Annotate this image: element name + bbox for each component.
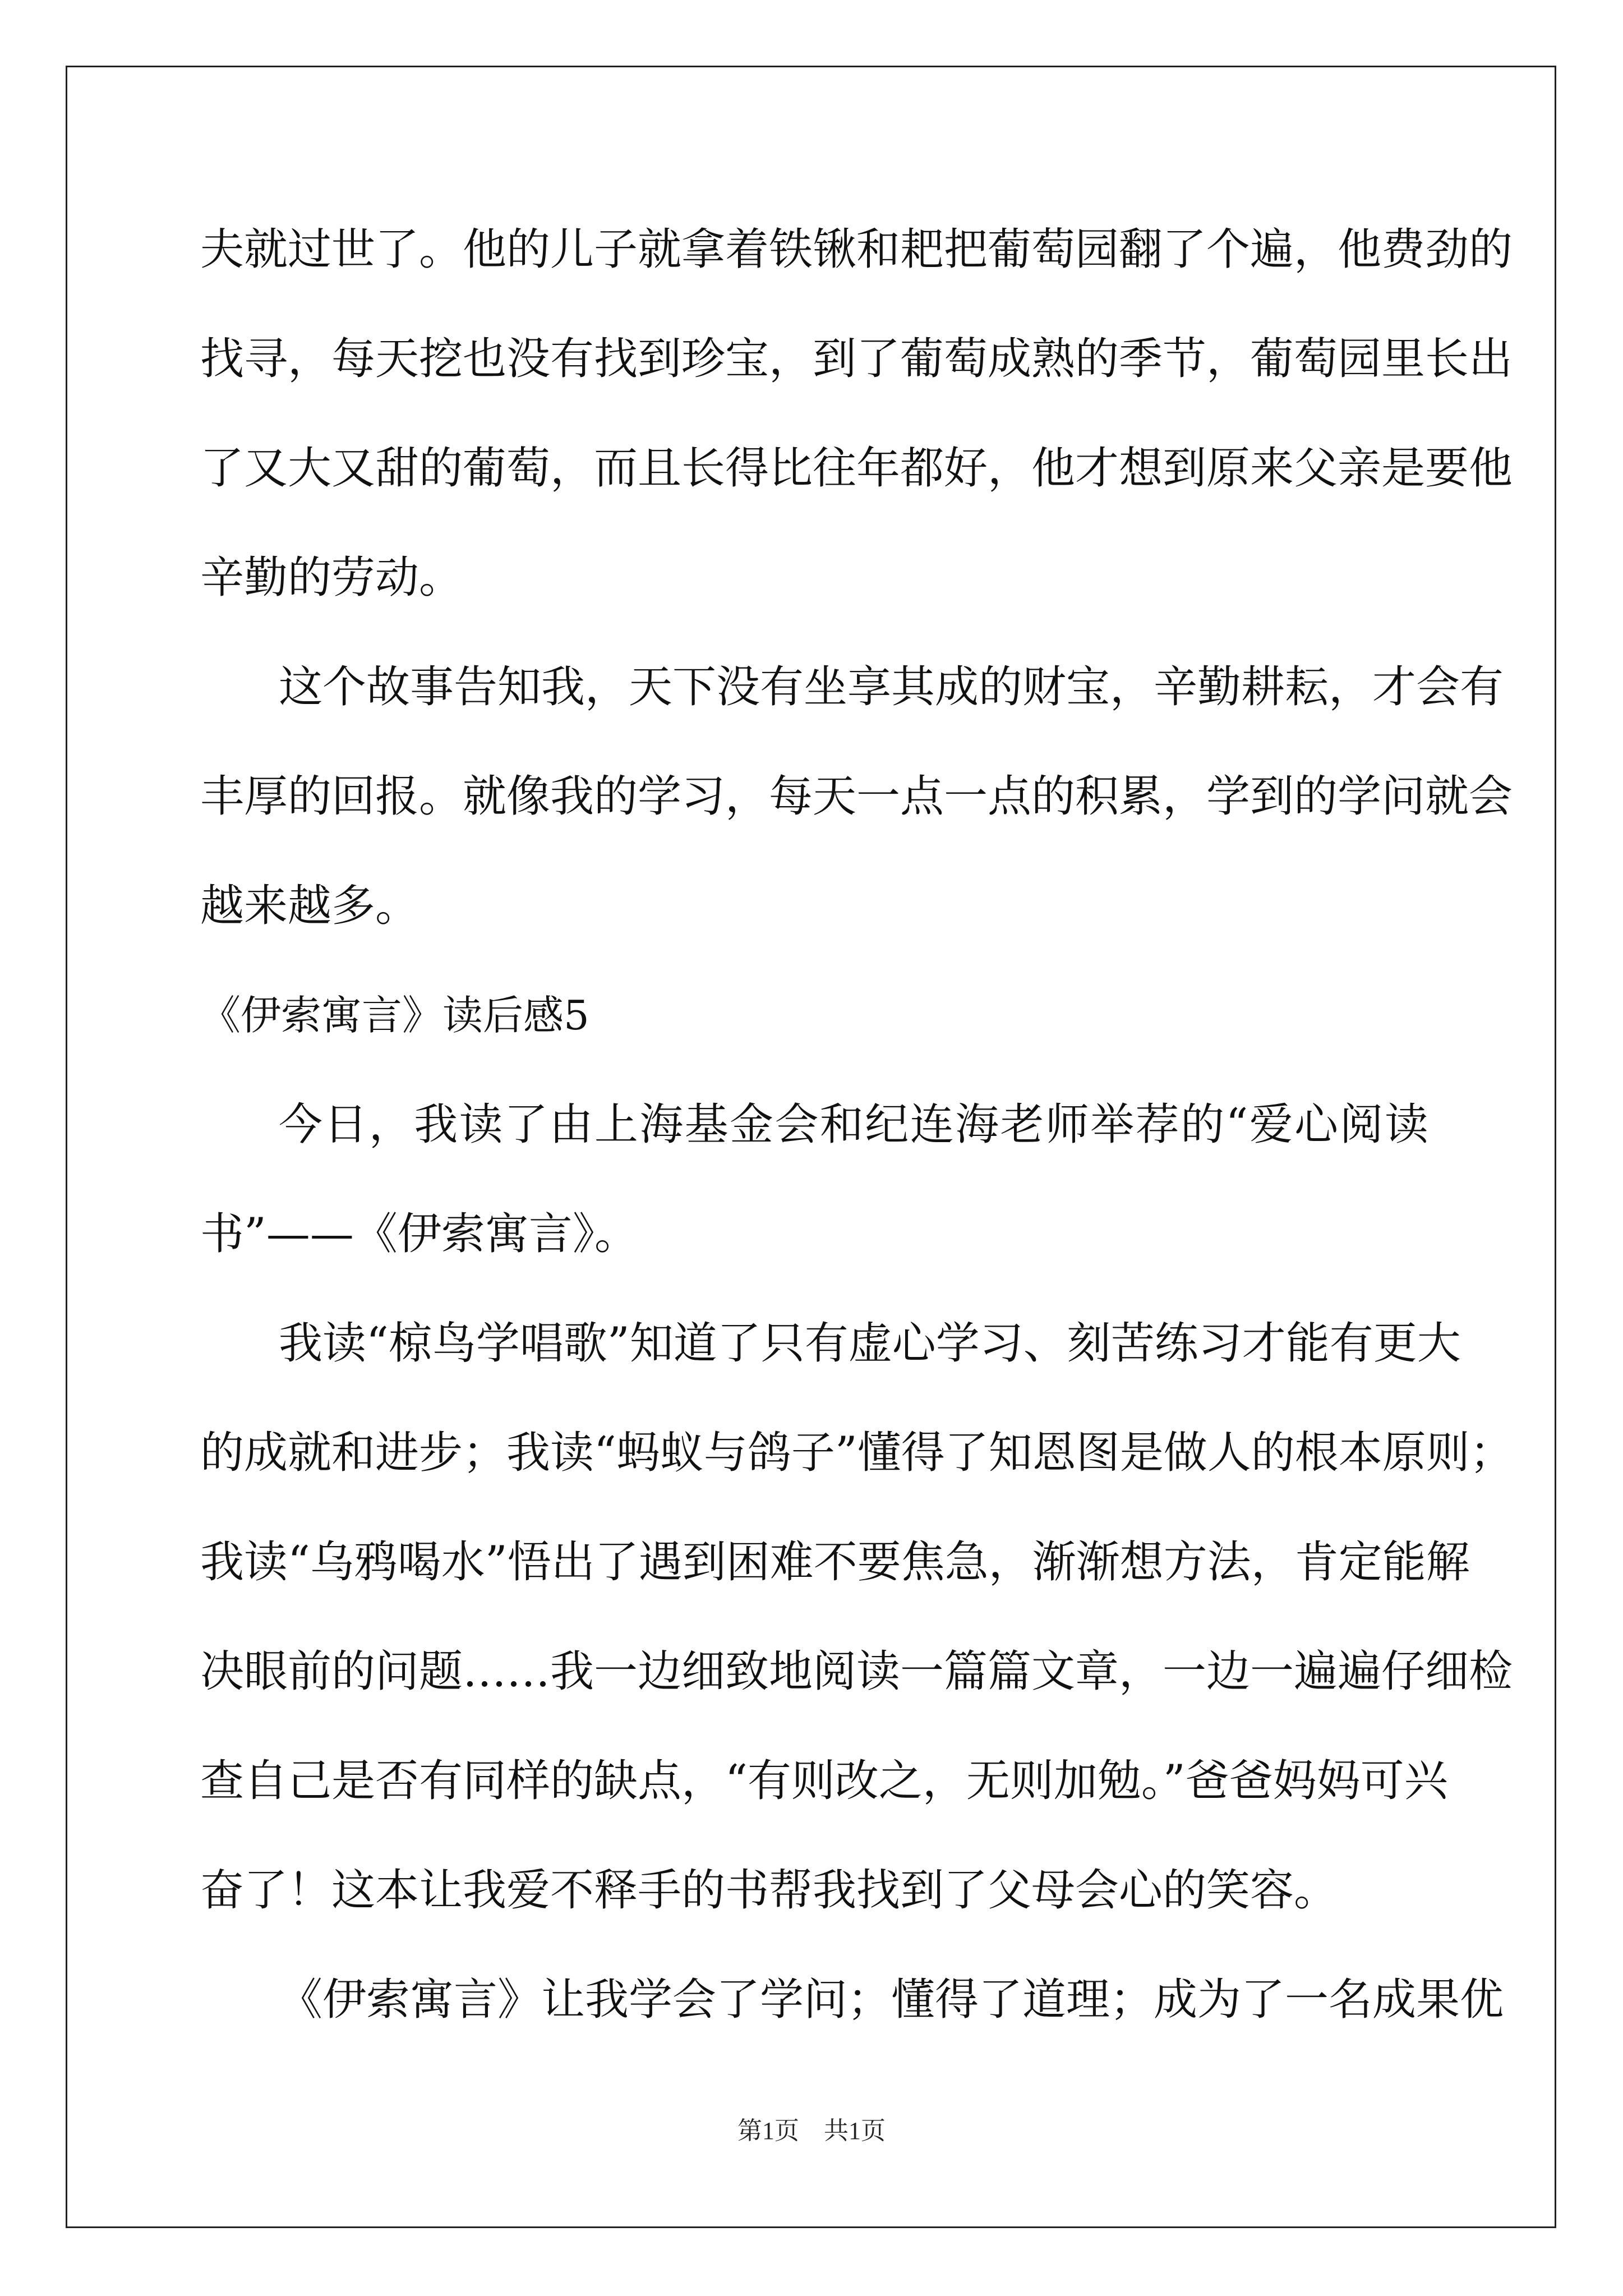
page-footer: 第1页 共1页 <box>737 2117 886 2145</box>
paragraph-line: 我读“椋鸟学唱歌”知道了只有虚心学习、刻苦练习才能有更大 <box>279 1318 1461 1369</box>
paragraph-line: 决眼前的问题……我一边细致地阅读一篇篇文章，一边一遍遍仔细检 <box>200 1646 1513 1697</box>
paragraph-line: 这个故事告知我，天下没有坐享其成的财宝，辛勤耕耘，才会有 <box>279 662 1504 712</box>
paragraph-line: 了又大又甜的葡萄，而且长得比往年都好，他才想到原来父亲是要他 <box>200 443 1513 494</box>
paragraph-line: 我读“乌鸦喝水”悟出了遇到困难不要焦急，渐渐想方法，肯定能解 <box>200 1537 1470 1588</box>
paragraph-line: 夫就过世了。他的儿子就拿着铁锹和耙把葡萄园翻了个遍，他费劲的 <box>200 224 1513 275</box>
paragraph-line: 今日，我读了由上海基金会和纪连海老师举荐的“爱心阅读 <box>279 1099 1428 1150</box>
section-heading: 《伊索寓言》读后感5 <box>200 992 589 1039</box>
paragraph-line: 丰厚的回报。就像我的学习，每天一点一点的积累，学到的学问就会 <box>200 771 1513 822</box>
paragraph-line: 奋了！这本让我爱不释手的书帮我找到了父母会心的笑容。 <box>200 1865 1338 1916</box>
paragraph-line: 《伊索寓言》让我学会了学问；懂得了道理；成为了一名成果优 <box>279 1975 1504 2025</box>
document-body <box>200 212 1514 2072</box>
paragraph-line: 查自己是否有同样的缺点，“有则改之，无则加勉。”爸爸妈妈可兴 <box>200 1756 1448 1806</box>
paragraph-line: 越来越多。 <box>200 881 419 931</box>
paragraph-line: 找寻，每天挖也没有找到珍宝，到了葡萄成熟的季节，葡萄园里长出 <box>200 334 1513 384</box>
paragraph-line: 书”——《伊索寓言》。 <box>200 1209 638 1259</box>
paragraph-line: 的成就和进步；我读“蚂蚁与鸽子”懂得了知恩图是做人的根本原则； <box>200 1428 1514 1478</box>
paragraph-line: 辛勤的劳动。 <box>200 553 463 603</box>
